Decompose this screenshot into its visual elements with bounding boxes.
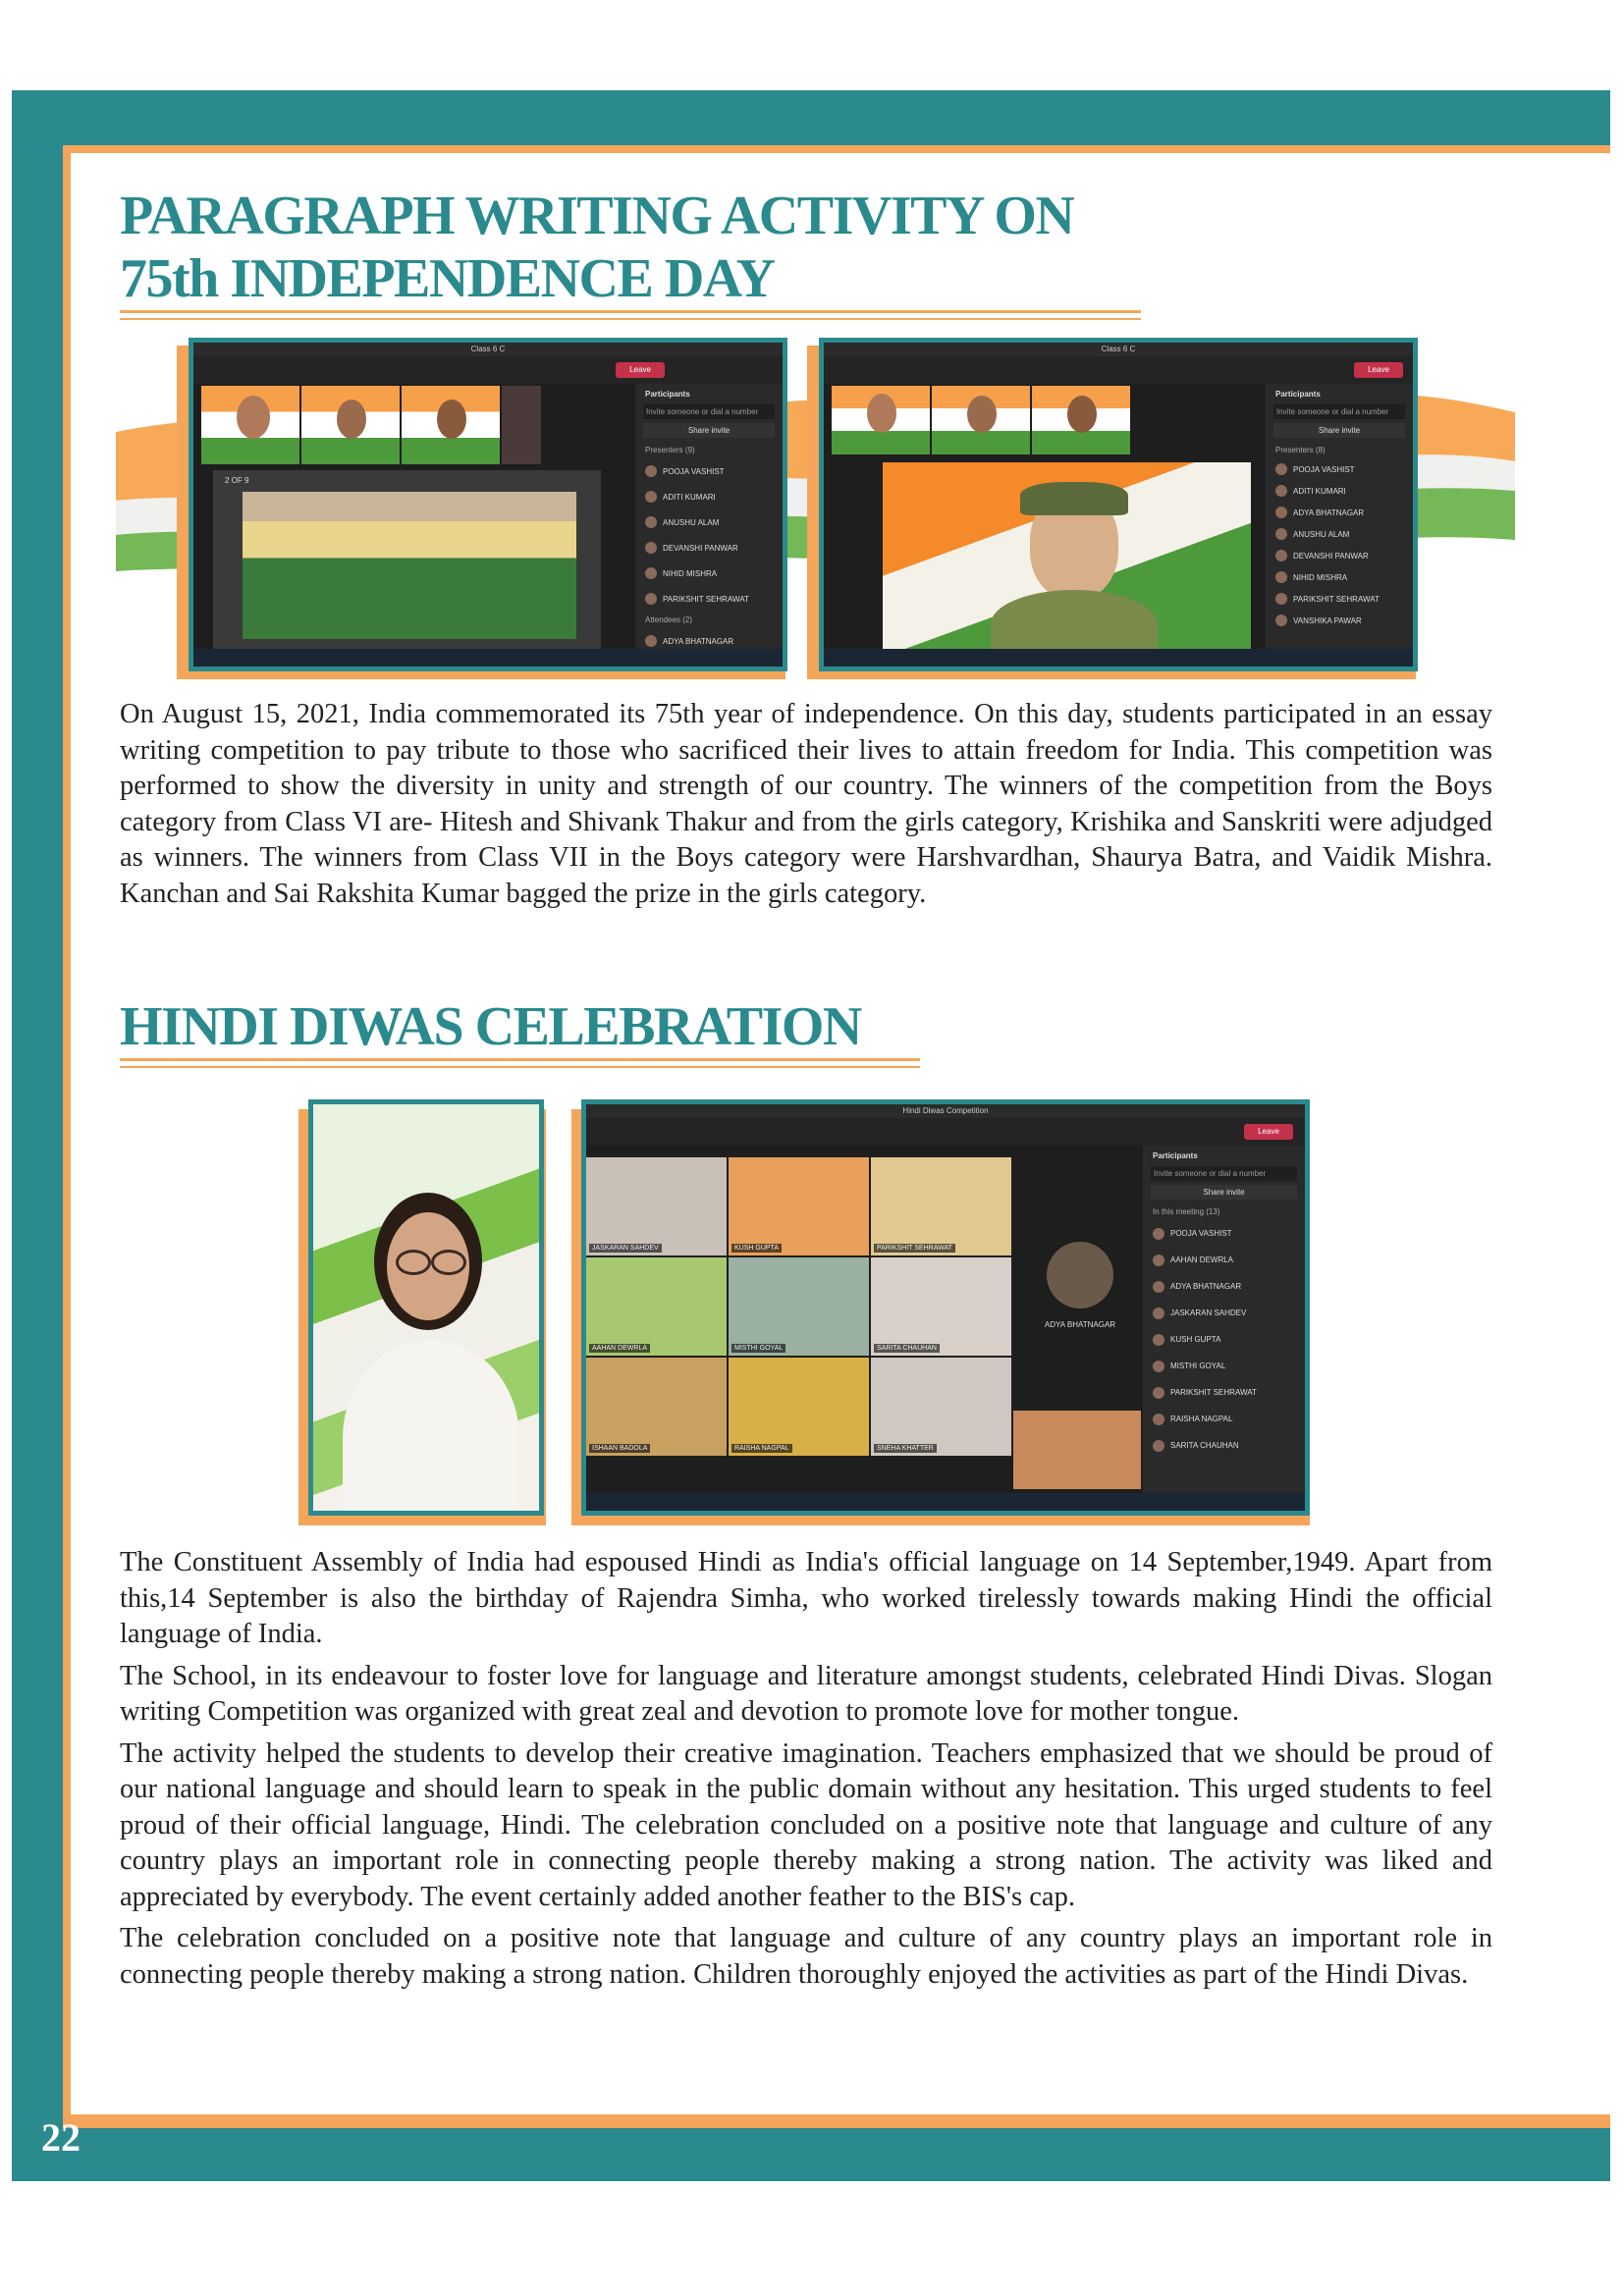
avatar [1153,1414,1164,1425]
section2-paragraph-2: The School, in its endeavour to foster love for language and literature amongst students, celebrated Hindi Divas. Slogan writing Competition was organized with great zeal and devotion to promote love for mother tongue. [120,1660,1492,1727]
participant-name: KUSH GUPTA [1170,1335,1221,1344]
glasses-left [396,1250,431,1275]
side-video-tile [1021,1232,1139,1369]
attendees-label: Attendees (2) [645,615,693,624]
participant-name: POOJA VASHIST [663,466,725,476]
avatar [645,567,657,579]
tile-name: RAISHA NAGPAL [731,1444,792,1453]
participant-name: AAHAN DEWRLA [1170,1255,1234,1264]
participant-row[interactable] [635,484,783,509]
video-tile [201,386,299,464]
avatar [1275,550,1287,561]
avatar [645,542,657,554]
video-tile [729,1157,869,1255]
screenshot2-teams-meeting [819,338,1418,671]
meeting-controls [193,356,783,384]
avatar [645,465,657,477]
presenters-label: Presenters (9) [645,446,695,454]
windows-taskbar [586,1493,1305,1511]
avatar [645,593,657,605]
glasses-right [431,1250,466,1275]
section2-title: HINDI DIWAS CELEBRATION [120,996,861,1057]
leave-button[interactable]: Leave [1354,362,1403,378]
participant-name: PARIKSHIT SEHRAWAT [1293,594,1380,604]
video-tile [729,1358,869,1456]
portrait-cap [1020,482,1128,515]
participant-name: VANSHIKA PAWAR [1293,615,1362,625]
participant-name: DEVANSHI PANWAR [663,543,738,553]
share-invite-button[interactable]: Share invite [1151,1185,1297,1200]
slide-counter: 2 OF 9 [225,476,249,485]
tile-name: AAHAN DEWRLA [589,1344,650,1353]
participant-face [237,396,270,439]
participant-name: NIHID MISHRA [1293,572,1348,582]
video-tile [832,386,930,454]
participant-row[interactable] [1143,1379,1305,1406]
video-tile [871,1157,1011,1255]
participant-row[interactable] [1266,480,1413,502]
section1-paragraph: On August 15, 2021, India commemorated its 75th year of independence. On this day, students participated in an essay writing competition to pay tribute to those who sacrificed their lives to attain freedom for India. This competition was performed to show the diversity in unity and strength of our country. The winners of the competition from the Boys category from Class VI are- Hitesh and Shivank Thakur and from the girls category, Krishika and Sanskriti were adjudged as winners. The winners from Class VII in the Boys category were Harshvardhan, Shaurya Batra, and Vaidik Mishra. Kanchan and Sai Rakshita Kumar bagged the prize in the girls category. [120,699,1492,909]
student-shirt [343,1340,519,1516]
tile-name: KUSH GUPTA [731,1244,782,1253]
avatar [645,516,657,528]
tile-name: SARITA CHAUHAN [874,1344,940,1353]
tile-name: SNEHA KHATTER [874,1444,937,1453]
participant-face [437,400,466,439]
section2-paragraph-3: The activity helped the students to develop their creative imagination. Teachers emphasized that we should be proud of our national language and should learn to speak in the public domain without any hesitation. This urged students to feel proud of their official language, Hindi. The celebration concluded on a positive note that language and culture of any country plays an important role in connecting people thereby making a strong nation. The activity was liked and appreciated by everybody. The event certainly added another feather to the BIS's cap. [120,1737,1492,1912]
video-tile [301,386,400,464]
window-title: Class 6 C [193,343,783,356]
participants-panel [1143,1146,1305,1493]
participant-row[interactable] [635,561,783,586]
participant-row[interactable] [1266,610,1413,631]
participant-avatar [1047,1242,1113,1308]
parade-photo [243,492,576,639]
participant-row[interactable] [635,586,783,612]
video-tile [729,1257,869,1356]
video-tile [586,1157,727,1255]
participant-row[interactable] [1266,523,1413,545]
window-title: Class 6 C [824,343,1413,356]
avatar [1275,614,1287,626]
participant-name: NIHID MISHRA [663,568,718,578]
avatar [645,491,657,503]
tile-name: PARIKSHIT SEHRAWAT [874,1244,955,1253]
avatar [1153,1308,1164,1319]
participant-row[interactable] [1143,1432,1305,1459]
tile-name: ISHAAN BADOLA [589,1444,650,1453]
page-number: 22 [41,2115,81,2160]
windows-taskbar [824,649,1413,667]
avatar [1275,463,1287,475]
section2-body [120,1545,1492,1999]
participant-name: RAISHA NAGPAL [1170,1415,1233,1423]
avatar [1275,571,1287,583]
participant-name: PARIKSHIT SEHRAWAT [1170,1388,1257,1397]
section2-paragraph-4: The celebration concluded on a positive note that language and culture of any country plays an important role in connecting people thereby making a strong nation. Children thoroughly enjoyed the activities as part of the Hindi Divas. [120,1923,1492,1990]
avatar [645,635,657,647]
avatar [1275,485,1287,497]
tile-name: MISTHI GOYAL [731,1344,785,1353]
avatar [1153,1440,1164,1452]
participant-row[interactable] [1143,1300,1305,1326]
participant-row[interactable] [1143,1220,1305,1247]
participant-row[interactable] [1143,1326,1305,1353]
participants-panel [635,384,783,649]
avatar [1153,1228,1164,1240]
video-tile [871,1257,1011,1356]
section1-title-line2: 75th INDEPENDENCE DAY [120,248,775,309]
section2-title-underline-2 [120,1066,920,1068]
participant-name: ADYA BHATNAGAR [1170,1282,1242,1291]
participant-name: DEVANSHI PANWAR [1293,551,1369,561]
invite-input[interactable]: Invite someone or dial a number [1151,1166,1297,1181]
presenters-label: Presenters (8) [1275,446,1326,454]
participant-name: POOJA VASHIST [1170,1229,1232,1238]
student-photo [308,1099,544,1516]
screenshot1-teams-meeting [189,338,787,671]
video-tile [402,386,500,464]
section2-title-underline [120,1058,920,1061]
avatar [1153,1387,1164,1399]
video-tile [1032,386,1130,454]
participant-row[interactable] [1143,1406,1305,1432]
participant-face [967,396,997,433]
video-tile [586,1257,727,1356]
avatar [1153,1281,1164,1293]
participant-name: PARIKSHIT SEHRAWAT [663,594,749,604]
participant-row[interactable] [1266,545,1413,566]
participant-row[interactable] [635,535,783,561]
video-tile [586,1358,727,1456]
screenshot3-teams-meeting [581,1099,1310,1516]
panel-title: Participants [1153,1151,1198,1160]
avatar [1275,528,1287,540]
leave-button[interactable]: Leave [616,362,665,378]
participant-row[interactable] [1266,502,1413,523]
portrait-uniform [991,590,1158,653]
self-view-tile [1013,1411,1141,1489]
section1-title-line1: PARAGRAPH WRITING ACTIVITY ON [120,186,1074,246]
participant-row[interactable] [1143,1353,1305,1379]
share-invite-button[interactable]: Share invite [1273,423,1405,438]
share-invite-button[interactable]: Share invite [643,423,775,438]
avatar [1275,507,1287,518]
section1-title-underline-2 [120,318,1141,320]
windows-taskbar [193,649,783,667]
shared-screen-portrait [883,462,1251,653]
panel-title: Participants [1275,390,1321,399]
video-tile [932,386,1030,454]
participant-face [1067,396,1097,433]
participants-panel [1266,384,1413,649]
leave-button[interactable]: Leave [1244,1124,1293,1140]
participant-row[interactable] [1143,1273,1305,1300]
participant-name: ADYA BHATNAGAR [663,636,734,646]
tile-name: JASKARAN SAHDEV [589,1244,662,1253]
panel-title: Participants [645,390,690,399]
participant-row[interactable] [1143,1247,1305,1273]
meeting-count-label: In this meeting (13) [1153,1207,1220,1216]
participant-name: ANUSHU ALAM [663,517,720,527]
participant-row[interactable] [635,509,783,535]
participant-row[interactable] [1266,588,1413,610]
shared-screen [213,470,601,653]
participant-row[interactable] [1266,458,1413,480]
invite-input[interactable]: Invite someone or dial a number [1273,404,1405,419]
participant-row[interactable] [635,458,783,484]
avatar [1153,1361,1164,1372]
meeting-controls [824,356,1413,384]
participant-name: ADITI KUMARI [1293,486,1346,496]
section1-title-underline [120,310,1141,313]
participant-row[interactable] [1266,566,1413,588]
bottom-orange-rule [63,2114,1610,2128]
window-title: Hindi Diwas Competition [586,1104,1305,1118]
video-tile [871,1358,1011,1456]
participant-name: ADYA BHATNAGAR [1293,507,1365,517]
invite-input[interactable]: Invite someone or dial a number [643,404,775,419]
avatar [1275,593,1287,605]
participant-name: MISTHI GOYAL [1170,1362,1226,1370]
participant-face [867,394,896,433]
participant-name: JASKARAN SAHDEV [1170,1308,1247,1317]
avatar [1153,1334,1164,1346]
participant-name: ADITI KUMARI [663,492,716,502]
participant-name: POOJA VASHIST [1293,464,1355,474]
meeting-controls [586,1118,1305,1146]
participant-name: ANUSHU ALAM [1293,529,1350,539]
avatar [1153,1255,1164,1266]
participant-name: SARITA CHAUHAN [1170,1441,1239,1450]
side-tile-name: ADYA BHATNAGAR [1044,1320,1116,1329]
section2-paragraph-1: The Constituent Assembly of India had espoused Hindi as India's official language on 14 September,1949. Apart from this,14 September is also the birthday of Rajendra Simha, who worked tirelessly towards making Hindi the official language of India. [120,1547,1492,1649]
participant-face [337,400,366,439]
video-tile [502,386,541,464]
section1-body [120,697,1492,918]
